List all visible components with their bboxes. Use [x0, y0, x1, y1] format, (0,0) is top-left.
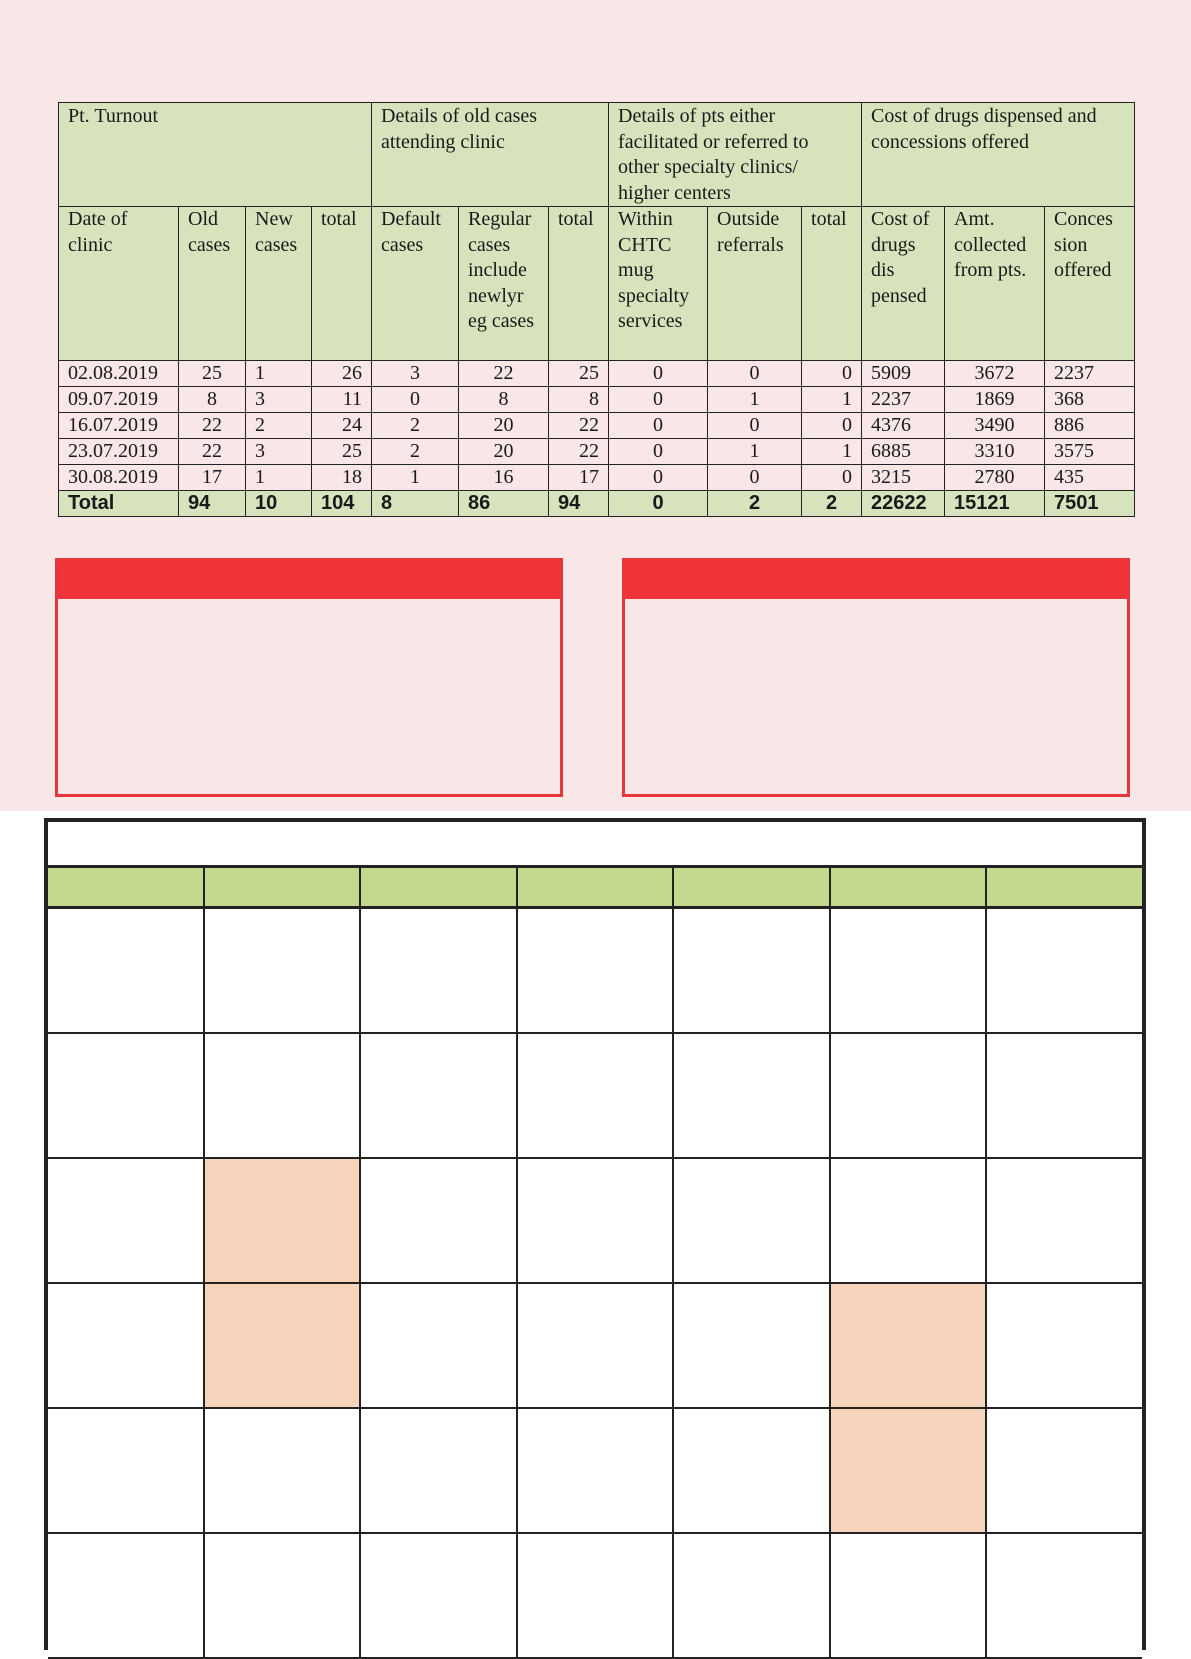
total-cell: 86 — [459, 491, 549, 517]
table-cell: 3310 — [945, 439, 1045, 465]
table-cell: 20 — [459, 413, 549, 439]
day-cell — [361, 1409, 518, 1532]
calendar-week-row — [48, 909, 1142, 1034]
table-cell: 24 — [312, 413, 372, 439]
table-cell: 11 — [312, 387, 372, 413]
table-cell: 0 — [609, 361, 708, 387]
table-row — [59, 361, 1135, 387]
column-header: Regular cases include newlyr eg cases — [459, 207, 549, 361]
day-cell — [518, 909, 675, 1032]
weekday-header-cell — [48, 868, 205, 906]
clinic-date-cell: 30.08.2019 — [59, 465, 179, 491]
table-cell: 1 — [708, 387, 802, 413]
clinic-date-cell: 02.08.2019 — [59, 361, 179, 387]
table-cell: 8 — [459, 387, 549, 413]
day-cell — [674, 1409, 831, 1532]
table-cell: 1 — [372, 465, 459, 491]
table-cell: 25 — [179, 361, 246, 387]
table-cell: 0 — [609, 439, 708, 465]
total-cell: 8 — [372, 491, 459, 517]
weekday-header-cell — [205, 868, 362, 906]
calendar-week-row — [48, 1284, 1142, 1409]
table-cell: 18 — [312, 465, 372, 491]
clinic-summary-table — [58, 102, 1135, 517]
table-cell: 0 — [609, 387, 708, 413]
table-cell: 16 — [459, 465, 549, 491]
table-cell: 0 — [802, 361, 862, 387]
day-cell — [987, 909, 1142, 1032]
highlighted-day-cell — [205, 1284, 362, 1407]
red-box-header-bar — [58, 561, 560, 599]
table-cell: 1 — [246, 465, 312, 491]
table-cell: 3 — [372, 361, 459, 387]
table-cell: 2 — [246, 413, 312, 439]
day-cell — [205, 1534, 362, 1657]
table-row — [59, 465, 1135, 491]
table-cell: 1869 — [945, 387, 1045, 413]
table-cell: 0 — [708, 361, 802, 387]
table-cell: 0 — [708, 465, 802, 491]
table-cell: 3215 — [862, 465, 945, 491]
weekday-header-cell — [674, 868, 831, 906]
table-cell: 1 — [802, 439, 862, 465]
calendar-title-row — [48, 822, 1142, 868]
day-cell — [674, 1034, 831, 1157]
day-cell — [831, 1534, 988, 1657]
column-header: Old cases — [179, 207, 246, 361]
day-cell — [674, 1159, 831, 1282]
table-cell: 22 — [179, 413, 246, 439]
table-cell: 22 — [549, 413, 609, 439]
day-cell — [987, 1159, 1142, 1282]
column-header: Outside referrals — [708, 207, 802, 361]
day-cell — [831, 909, 988, 1032]
table-cell: 22 — [549, 439, 609, 465]
table-cell: 0 — [372, 387, 459, 413]
weekday-header-cell — [831, 868, 988, 906]
day-cell — [48, 1159, 205, 1282]
highlighted-day-cell — [831, 1284, 988, 1407]
table-cell: 1 — [802, 387, 862, 413]
total-cell: Total — [59, 491, 179, 517]
day-cell — [987, 1284, 1142, 1407]
day-cell — [48, 1284, 205, 1407]
table-cell: 22 — [179, 439, 246, 465]
day-cell — [831, 1034, 988, 1157]
day-cell — [205, 1409, 362, 1532]
highlighted-day-cell — [205, 1159, 362, 1282]
day-cell — [987, 1034, 1142, 1157]
total-cell: 7501 — [1045, 491, 1135, 517]
table-cell: 2237 — [862, 387, 945, 413]
day-cell — [48, 1534, 205, 1657]
table-cell: 17 — [179, 465, 246, 491]
day-cell — [518, 1534, 675, 1657]
table-cell: 3 — [246, 439, 312, 465]
table-cell: 25 — [312, 439, 372, 465]
column-header: New cases — [246, 207, 312, 361]
day-cell — [48, 1409, 205, 1532]
table-cell: 0 — [802, 465, 862, 491]
table-cell: 25 — [549, 361, 609, 387]
table-cell: 1 — [246, 361, 312, 387]
table-cell: 435 — [1045, 465, 1135, 491]
red-box-header-bar — [625, 561, 1127, 599]
column-header: total — [549, 207, 609, 361]
column-header: Cost of drugs dis pensed — [862, 207, 945, 361]
table-cell: 22 — [459, 361, 549, 387]
column-header: Within CHTC mug specialty services — [609, 207, 708, 361]
day-cell — [361, 1284, 518, 1407]
table-cell: 0 — [609, 413, 708, 439]
table-cell: 17 — [549, 465, 609, 491]
column-header: Amt. collected from pts. — [945, 207, 1045, 361]
calendar-weekday-header — [48, 868, 1142, 909]
table-cell: 1 — [708, 439, 802, 465]
highlighted-day-cell — [831, 1409, 988, 1532]
day-cell — [518, 1409, 675, 1532]
table-cell: 2 — [372, 439, 459, 465]
total-cell: 0 — [609, 491, 708, 517]
table-cell: 886 — [1045, 413, 1135, 439]
calendar-week-row — [48, 1409, 1142, 1534]
group-header-drug-costs: Cost of drugs dispensed and concessions offered — [862, 103, 1135, 207]
total-cell: 94 — [549, 491, 609, 517]
table-cell: 2237 — [1045, 361, 1135, 387]
calendar-week-row — [48, 1159, 1142, 1284]
day-cell — [987, 1534, 1142, 1657]
table-cell: 3672 — [945, 361, 1045, 387]
column-header: Date of clinic — [59, 207, 179, 361]
clinic-date-cell: 16.07.2019 — [59, 413, 179, 439]
total-cell: 94 — [179, 491, 246, 517]
calendar-week-row — [48, 1034, 1142, 1159]
table-cell: 8 — [549, 387, 609, 413]
total-row — [59, 491, 1135, 517]
column-header: Conces sion offered — [1045, 207, 1135, 361]
table-cell: 368 — [1045, 387, 1135, 413]
total-cell: 104 — [312, 491, 372, 517]
weekday-header-cell — [361, 868, 518, 906]
table-cell: 0 — [708, 413, 802, 439]
table-cell: 0 — [609, 465, 708, 491]
red-info-box-left — [55, 558, 563, 797]
table-row — [59, 387, 1135, 413]
table-cell: 3490 — [945, 413, 1045, 439]
column-header: total — [312, 207, 372, 361]
red-info-box-right — [622, 558, 1130, 797]
table-cell: 20 — [459, 439, 549, 465]
table-cell: 5909 — [862, 361, 945, 387]
day-cell — [518, 1034, 675, 1157]
day-cell — [361, 909, 518, 1032]
clinic-date-cell: 09.07.2019 — [59, 387, 179, 413]
table-row — [59, 439, 1135, 465]
weekday-header-cell — [518, 868, 675, 906]
day-cell — [987, 1409, 1142, 1532]
calendar-grid — [44, 818, 1146, 1650]
day-cell — [831, 1159, 988, 1282]
day-cell — [48, 909, 205, 1032]
day-cell — [674, 1534, 831, 1657]
total-cell: 22622 — [862, 491, 945, 517]
table-cell: 2780 — [945, 465, 1045, 491]
day-cell — [674, 1284, 831, 1407]
table-cell: 0 — [802, 413, 862, 439]
total-cell: 2 — [708, 491, 802, 517]
day-cell — [205, 1034, 362, 1157]
table-cell: 3 — [246, 387, 312, 413]
total-cell: 2 — [802, 491, 862, 517]
table-row — [59, 413, 1135, 439]
day-cell — [518, 1159, 675, 1282]
day-cell — [48, 1034, 205, 1157]
calendar-week-row — [48, 1534, 1142, 1659]
clinic-date-cell: 23.07.2019 — [59, 439, 179, 465]
day-cell — [361, 1034, 518, 1157]
table-cell: 4376 — [862, 413, 945, 439]
day-cell — [361, 1159, 518, 1282]
table-cell: 26 — [312, 361, 372, 387]
day-cell — [205, 909, 362, 1032]
column-header: total — [802, 207, 862, 361]
day-cell — [674, 909, 831, 1032]
total-cell: 10 — [246, 491, 312, 517]
table-cell: 8 — [179, 387, 246, 413]
weekday-header-cell — [987, 868, 1142, 906]
day-cell — [518, 1284, 675, 1407]
table-cell: 2 — [372, 413, 459, 439]
column-header: Default cases — [372, 207, 459, 361]
group-header-old-cases: Details of old cases attending clinic — [372, 103, 609, 207]
total-cell: 15121 — [945, 491, 1045, 517]
day-cell — [361, 1534, 518, 1657]
table-cell: 6885 — [862, 439, 945, 465]
group-header-pt-turnout: Pt. Turnout — [59, 103, 372, 207]
table-cell: 3575 — [1045, 439, 1135, 465]
group-header-referrals: Details of pts either facilitated or referred to other specialty clinics/ higher centers — [609, 103, 862, 207]
